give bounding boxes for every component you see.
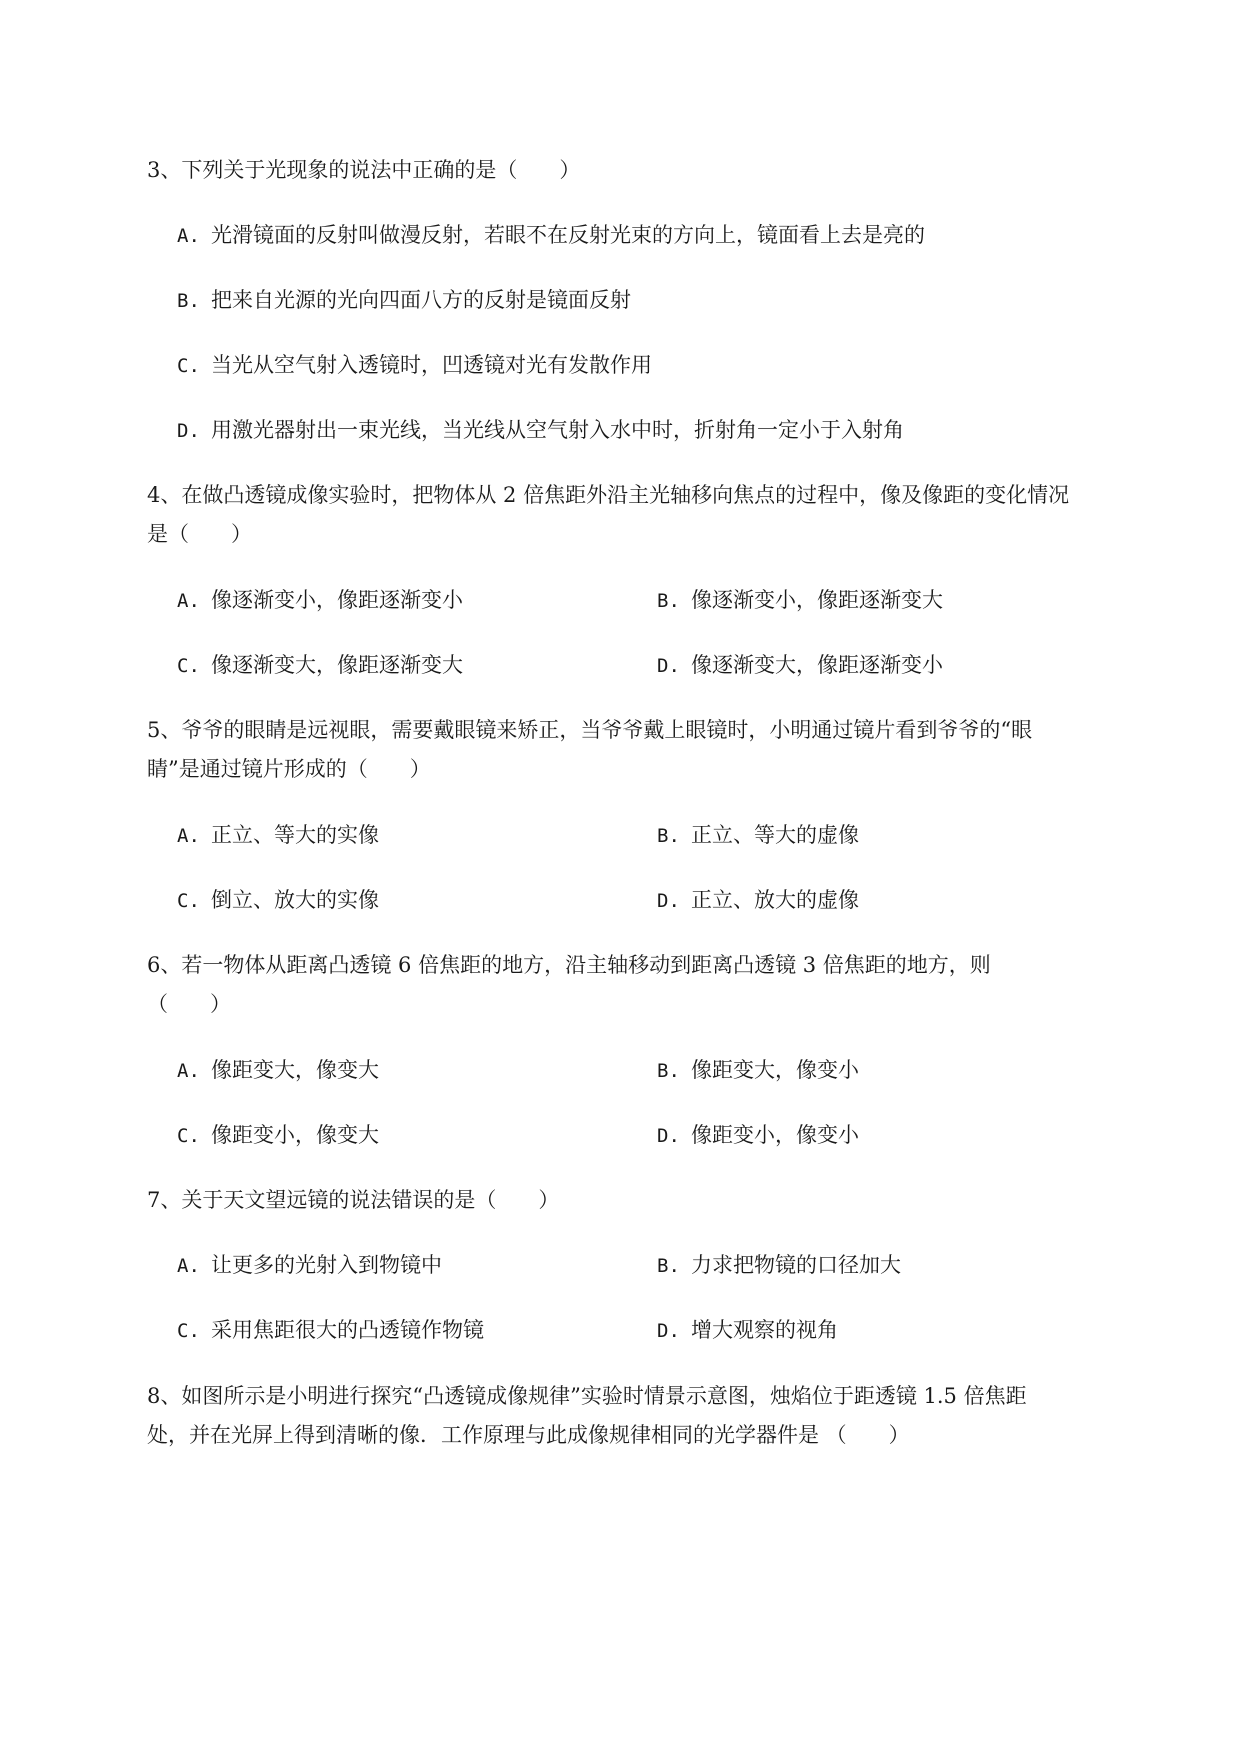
- option-text: 正立、等大的虚像: [691, 823, 859, 847]
- option-letter: C.: [177, 355, 200, 377]
- option-text: 让更多的光射入到物镜中: [211, 1253, 442, 1277]
- option-letter: C.: [177, 655, 200, 677]
- option-text: 正立、放大的虚像: [691, 888, 859, 912]
- question-8-stem-line-2: 处，并在光屏上得到清晰的像．工作原理与此成像规律相同的光学器件是 （ ）: [147, 1423, 910, 1447]
- option-text: 采用焦距很大的凸透镜作物镜: [211, 1318, 484, 1342]
- question-3-option-c: [177, 351, 652, 380]
- question-4-stem-line-1: 4、在做凸透镜成像实验时，把物体从 2 倍焦距外沿主光轴移向焦点的过程中，像及像距的变化情况: [147, 483, 1070, 507]
- option-text: 像距变小，像变小: [691, 1123, 859, 1147]
- question-7-option-d: [657, 1316, 838, 1345]
- option-text: 像逐渐变大，像距逐渐变大: [211, 653, 463, 677]
- question-4-option-b: [657, 586, 943, 615]
- option-letter: D.: [657, 1320, 680, 1342]
- option-text: 力求把物镜的口径加大: [691, 1253, 901, 1277]
- question-8-stem-line-1: 8、如图所示是小明进行探究“凸透镜成像规律”实验时情景示意图，烛焰位于距透镜 1.5 倍焦距: [147, 1384, 1027, 1408]
- question-5-stem-line-1: 5、爷爷的眼睛是远视眼，需要戴眼镜来矫正，当爷爷戴上眼镜时，小明通过镜片看到爷爷的“眼: [147, 718, 1033, 742]
- question-3-option-a: [177, 221, 925, 250]
- option-letter: B.: [657, 590, 680, 612]
- question-5-option-c: [177, 886, 379, 915]
- option-letter: D.: [657, 1125, 680, 1147]
- question-6-option-a: [177, 1056, 379, 1085]
- option-text: 把来自光源的光向四面八方的反射是镜面反射: [211, 288, 631, 312]
- option-text: 正立、等大的实像: [211, 823, 379, 847]
- option-text: 倒立、放大的实像: [211, 888, 379, 912]
- question-5-option-d: [657, 886, 859, 915]
- option-text: 像距变大，像变小: [691, 1058, 859, 1082]
- option-letter: A.: [177, 1255, 200, 1277]
- option-letter: C.: [177, 890, 200, 912]
- question-4-option-d: [657, 651, 943, 680]
- question-4-option-c: [177, 651, 463, 680]
- option-text: 像逐渐变大，像距逐渐变小: [691, 653, 943, 677]
- question-7-option-b: [657, 1251, 901, 1280]
- option-letter: D.: [657, 655, 680, 677]
- option-letter: B.: [657, 825, 680, 847]
- question-6-option-d: [657, 1121, 859, 1150]
- option-text: 像逐渐变小，像距逐渐变小: [211, 588, 463, 612]
- option-letter: A.: [177, 825, 200, 847]
- question-7-option-a: [177, 1251, 442, 1280]
- question-5-stem-line-2: 睛”是通过镜片形成的（ ）: [147, 757, 431, 781]
- question-7-stem: 7、关于天文望远镜的说法错误的是（ ）: [147, 1188, 560, 1212]
- option-text: 当光从空气射入透镜时，凹透镜对光有发散作用: [211, 353, 652, 377]
- option-letter: A.: [177, 1060, 200, 1082]
- question-6-stem-line-1: 6、若一物体从距离凸透镜 6 倍焦距的地方，沿主轴移动到距离凸透镜 3 倍焦距的地方，则: [147, 953, 991, 977]
- question-6-option-b: [657, 1056, 859, 1085]
- option-letter: A.: [177, 225, 200, 247]
- option-letter: B.: [657, 1060, 680, 1082]
- option-text: 增大观察的视角: [691, 1318, 838, 1342]
- option-letter: C.: [177, 1125, 200, 1147]
- question-7-option-c: [177, 1316, 484, 1345]
- option-letter: B.: [657, 1255, 680, 1277]
- question-6-option-c: [177, 1121, 379, 1150]
- option-letter: C.: [177, 1320, 200, 1342]
- question-6-stem-line-2: （ ）: [147, 992, 231, 1016]
- question-5-option-b: [657, 821, 859, 850]
- option-text: 用激光器射出一束光线，当光线从空气射入水中时，折射角一定小于入射角: [211, 418, 904, 442]
- question-4-option-a: [177, 586, 463, 615]
- option-text: 像距变小，像变大: [211, 1123, 379, 1147]
- option-letter: D.: [177, 420, 200, 442]
- option-letter: D.: [657, 890, 680, 912]
- question-3-stem: 3、下列关于光现象的说法中正确的是（ ）: [147, 158, 581, 182]
- option-text: 像逐渐变小，像距逐渐变大: [691, 588, 943, 612]
- option-letter: B.: [177, 290, 200, 312]
- question-3-option-b: [177, 286, 631, 315]
- option-text: 光滑镜面的反射叫做漫反射，若眼不在反射光束的方向上，镜面看上去是亮的: [211, 223, 925, 247]
- question-5-option-a: [177, 821, 379, 850]
- question-3-option-d: [177, 416, 904, 445]
- question-4-stem-line-2: 是（ ）: [147, 522, 252, 546]
- option-letter: A.: [177, 590, 200, 612]
- option-text: 像距变大，像变大: [211, 1058, 379, 1082]
